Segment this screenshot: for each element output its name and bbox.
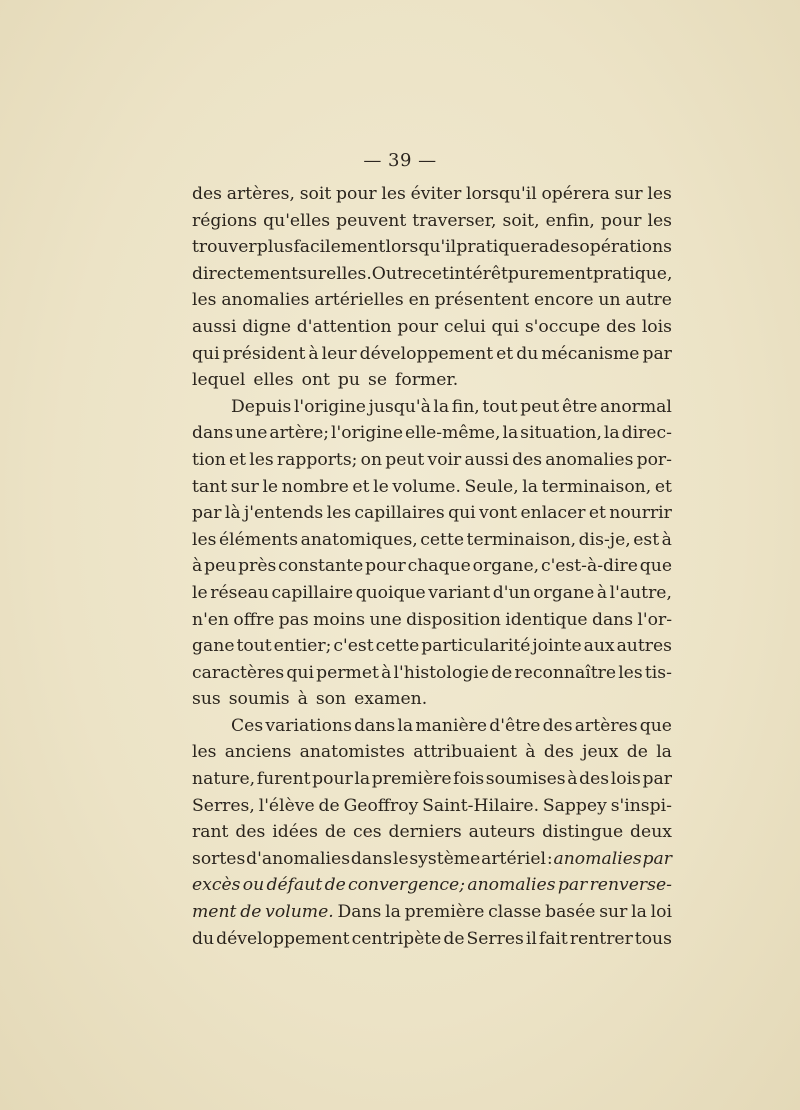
word: pratique, — [592, 263, 673, 284]
word: organe — [533, 582, 595, 603]
word: nourrir — [609, 503, 672, 524]
text-line — [192, 819, 672, 846]
word: fait — [538, 928, 568, 949]
word: là — [224, 503, 241, 524]
word: à — [297, 689, 308, 710]
word: pour — [365, 556, 406, 577]
word: par — [642, 769, 672, 790]
word: et — [228, 449, 247, 470]
word: les — [381, 184, 406, 204]
word: Saint-Hilaire. — [422, 795, 540, 816]
word: aussi — [192, 316, 237, 337]
word: pour — [397, 316, 439, 337]
word: anomalies — [467, 875, 556, 896]
word: Sappey — [542, 795, 607, 816]
word: autre — [625, 290, 672, 311]
word: la — [631, 902, 647, 923]
word: régions — [192, 210, 258, 231]
word: la — [522, 476, 539, 497]
word: artères, — [226, 184, 295, 204]
word: le — [373, 476, 389, 497]
word: sur — [298, 263, 327, 284]
word: deux — [630, 822, 672, 843]
word: première — [404, 902, 485, 923]
word: volume. — [392, 476, 461, 497]
word: former. — [395, 370, 459, 391]
word: direc- — [621, 423, 672, 444]
word: ont — [301, 370, 330, 391]
word: en — [408, 290, 430, 311]
word: à — [596, 582, 608, 603]
word: fois — [453, 769, 485, 790]
word: un — [598, 290, 621, 311]
word: loi — [650, 902, 672, 923]
text-line — [192, 500, 672, 527]
word: par — [557, 875, 588, 896]
text-line — [192, 181, 672, 208]
word: l'histologie — [393, 662, 489, 683]
word: que — [639, 715, 672, 736]
word: les — [192, 742, 217, 763]
word: ment — [192, 902, 237, 923]
word: anatomistes — [299, 742, 405, 763]
word: dis-je, — [578, 529, 631, 550]
word: centripète — [351, 928, 442, 949]
word: éléments — [219, 529, 299, 550]
word: la — [502, 423, 519, 444]
word: Serres — [466, 928, 524, 949]
word: peut — [520, 396, 560, 417]
word: une — [235, 423, 268, 444]
word: nombre — [281, 476, 349, 497]
word: manière — [415, 715, 488, 736]
text-line — [192, 474, 672, 501]
word: la — [433, 396, 450, 417]
word: permet — [316, 662, 379, 683]
word: nature, — [192, 769, 256, 790]
word: artérielles — [314, 290, 404, 311]
word: et — [352, 476, 370, 497]
word: cette — [420, 529, 465, 550]
text-line — [192, 261, 672, 288]
word: constante — [278, 556, 364, 577]
word: être — [561, 396, 598, 417]
word: l'or- — [637, 609, 672, 630]
word: défaut — [266, 875, 323, 896]
word: pas — [278, 609, 309, 630]
word: sur — [599, 902, 628, 923]
word: j'entends — [243, 503, 324, 524]
word: et — [588, 503, 606, 524]
text-line — [192, 420, 672, 447]
word: pour — [600, 210, 642, 231]
word: artères — [574, 715, 638, 736]
text-line — [192, 341, 672, 368]
text-line — [192, 633, 672, 660]
word: première — [371, 769, 452, 790]
word: examen. — [354, 689, 428, 710]
word: tout — [236, 636, 272, 657]
text-line — [192, 580, 672, 607]
text-line — [192, 793, 672, 820]
word: autres — [616, 636, 672, 657]
word: éviter — [410, 184, 462, 204]
word: anciens — [224, 742, 292, 763]
word: les — [618, 662, 643, 683]
word: encore — [533, 290, 594, 311]
word: fin, — [451, 396, 480, 417]
word: enlacer — [520, 503, 586, 524]
word: pour — [312, 769, 353, 790]
word: Ces — [231, 715, 264, 736]
word: por- — [636, 449, 672, 470]
text-line — [192, 926, 672, 953]
word: distingue — [542, 822, 624, 843]
word: la — [603, 423, 620, 444]
word: entier; — [273, 636, 332, 657]
text-line — [192, 367, 672, 394]
text-line — [192, 846, 672, 873]
text-line — [192, 899, 672, 926]
word: Geoffroy — [343, 795, 419, 816]
word: convergence; — [348, 875, 466, 896]
word: dans — [354, 715, 396, 736]
word: moins — [313, 609, 366, 630]
body-text — [192, 181, 672, 952]
word: vont — [479, 503, 518, 524]
word: Depuis — [231, 396, 292, 417]
text-line — [192, 872, 672, 899]
word: dans — [192, 423, 234, 444]
word: les — [192, 529, 217, 550]
word: qui — [448, 503, 476, 524]
word: du — [192, 928, 215, 949]
word: purement — [507, 263, 593, 284]
word: tout — [482, 396, 518, 417]
word: anomalies — [221, 290, 310, 311]
word: variations — [265, 715, 352, 736]
text-line — [192, 314, 672, 341]
word: qu'elles — [263, 210, 331, 231]
word: la — [397, 715, 414, 736]
word: qui — [491, 316, 520, 337]
text-line — [192, 660, 672, 687]
text-line — [192, 607, 672, 634]
text-line — [192, 553, 672, 580]
word: tous — [634, 928, 672, 949]
word: les — [192, 290, 217, 311]
word: situation, — [520, 423, 602, 444]
word: pour — [336, 184, 377, 204]
word: artère; — [269, 423, 330, 444]
word: capillaires — [354, 503, 445, 524]
word: lorsqu'il — [385, 237, 457, 258]
word: tion — [192, 449, 226, 470]
word: président — [222, 343, 306, 364]
word: anatomiques, — [300, 529, 418, 550]
word: furent — [256, 769, 311, 790]
word: développement — [216, 928, 350, 949]
word: son — [315, 689, 347, 710]
word: rant — [192, 822, 229, 843]
word: : — [546, 848, 553, 869]
word: sur — [614, 184, 643, 204]
word: de — [491, 662, 513, 683]
word: disposition — [406, 609, 501, 630]
word: trouver — [192, 237, 257, 258]
word: lois — [641, 316, 672, 337]
word: la — [354, 769, 371, 790]
word: développement — [359, 343, 494, 364]
word: le — [392, 848, 409, 869]
word: tant — [192, 476, 228, 497]
word: sur — [230, 476, 259, 497]
word: l'élève — [258, 795, 315, 816]
word: d'un — [492, 582, 531, 603]
word: qui — [286, 662, 314, 683]
word: à — [661, 529, 672, 550]
word: les — [647, 210, 672, 231]
text-line — [192, 686, 672, 713]
word: celui — [443, 316, 486, 337]
word: Outre — [371, 263, 423, 284]
word: c'est-à-dire — [540, 556, 638, 577]
word: de — [324, 822, 347, 843]
word: on — [360, 449, 383, 470]
text-line — [192, 234, 672, 261]
word: quoique — [355, 582, 426, 603]
word: terminaison, — [466, 529, 577, 550]
text-line — [192, 739, 672, 766]
word: volume. — [265, 902, 334, 923]
word: soumises — [485, 769, 566, 790]
word: capillaire — [271, 582, 353, 603]
word: des — [543, 742, 574, 763]
word: de — [240, 902, 262, 923]
word: elle-même, — [404, 423, 501, 444]
word: aussi — [464, 449, 509, 470]
word: par — [642, 343, 672, 364]
word: des — [549, 237, 580, 258]
word: soit, — [502, 210, 540, 231]
word: soit — [299, 184, 332, 204]
word: lorsqu'il — [466, 184, 537, 204]
word: pratiquera — [456, 237, 549, 258]
word: soumis — [228, 689, 290, 710]
word: anomalies — [553, 848, 642, 869]
word: de — [626, 742, 648, 763]
word: tis- — [644, 662, 672, 683]
word: organe, — [472, 556, 540, 577]
word: particularité — [421, 636, 531, 657]
word: des — [579, 769, 610, 790]
word: le — [262, 476, 279, 497]
text-line — [192, 208, 672, 235]
word: directement — [192, 263, 299, 284]
word: d'attention — [296, 316, 392, 337]
word: des — [542, 715, 573, 736]
word: digne — [242, 316, 291, 337]
word: elles — [253, 370, 294, 391]
word: présentent — [434, 290, 530, 311]
word: identique — [505, 609, 588, 630]
word: s'inspi- — [610, 795, 672, 816]
word: mécanisme — [541, 343, 640, 364]
word: rapports; — [276, 449, 358, 470]
word: anomalies — [545, 449, 634, 470]
word: qui — [192, 343, 220, 364]
word: facilement — [293, 237, 386, 258]
word: terminaison, — [541, 476, 652, 497]
word: des — [192, 184, 222, 204]
word: Seule, — [464, 476, 519, 497]
word: jusqu'à — [368, 396, 431, 417]
word: les — [647, 184, 672, 204]
word: que — [639, 556, 672, 577]
word: idées — [272, 822, 318, 843]
word: les — [326, 503, 352, 524]
word: Serres, — [192, 795, 255, 816]
word: de — [318, 795, 340, 816]
word: et — [496, 343, 514, 364]
word: voir — [427, 449, 462, 470]
word: gane — [192, 636, 235, 657]
paragraph — [192, 713, 672, 952]
word: à — [381, 662, 392, 683]
word: par — [642, 848, 672, 869]
word: est — [633, 529, 660, 550]
word: le — [192, 582, 208, 603]
word: à — [525, 742, 536, 763]
word: à — [192, 556, 203, 577]
word: d'anomalies — [246, 848, 351, 869]
word: anormal — [600, 396, 672, 417]
word: une — [369, 609, 402, 630]
word: ou — [242, 875, 265, 896]
word: système — [409, 848, 481, 869]
word: l'origine — [293, 396, 366, 417]
word: de — [443, 928, 465, 949]
text-line — [192, 287, 672, 314]
word: chaque — [407, 556, 471, 577]
word: renverse- — [589, 875, 672, 896]
word: peu — [204, 556, 237, 577]
word: aux — [583, 636, 615, 657]
word: derniers — [388, 822, 462, 843]
text-line — [192, 713, 672, 740]
word: cette — [375, 636, 420, 657]
word: Dans — [337, 902, 382, 923]
word: sortes — [192, 848, 246, 869]
word: c'est — [333, 636, 374, 657]
word: intérêt — [448, 263, 508, 284]
word: s'occupe — [524, 316, 601, 337]
text-line — [192, 766, 672, 793]
word: sus — [192, 689, 221, 710]
word: caractères — [192, 662, 285, 683]
word: elles. — [326, 263, 372, 284]
page-number: — 39 — — [363, 150, 437, 171]
word: l'origine — [331, 423, 404, 444]
word: jeux — [582, 742, 619, 763]
word: reconnaître — [514, 662, 617, 683]
word: des — [512, 449, 543, 470]
word: classe — [488, 902, 542, 923]
word: enfin, — [545, 210, 595, 231]
word: se — [368, 370, 387, 391]
word: ces — [353, 822, 382, 843]
word: traverser, — [412, 210, 497, 231]
word: jointe — [532, 636, 582, 657]
paragraph — [192, 394, 672, 713]
word: n'en — [192, 609, 230, 630]
word: lequel — [192, 370, 246, 391]
word: cet — [422, 263, 449, 284]
word: la — [385, 902, 401, 923]
word: des — [606, 316, 637, 337]
word: pu — [337, 370, 360, 391]
word: à — [567, 769, 578, 790]
word: opérations — [579, 237, 672, 258]
word: plus — [256, 237, 294, 258]
word: l'autre, — [609, 582, 672, 603]
word: par — [192, 503, 222, 524]
word: artériel — [481, 848, 547, 869]
word: dans — [350, 848, 393, 869]
word: rentrer — [569, 928, 633, 949]
word: des — [235, 822, 266, 843]
word: opérera — [541, 184, 610, 204]
word: d'être — [489, 715, 541, 736]
word: excès — [192, 875, 241, 896]
word: près — [238, 556, 277, 577]
word: leur — [321, 343, 357, 364]
word: à — [308, 343, 319, 364]
word: il — [525, 928, 537, 949]
text-line — [192, 527, 672, 554]
word: du — [516, 343, 539, 364]
text-line — [192, 447, 672, 474]
word: peut — [385, 449, 425, 470]
word: variant — [428, 582, 491, 603]
word: auteurs — [468, 822, 536, 843]
paragraph — [192, 181, 672, 394]
word: attribuaient — [413, 742, 517, 763]
word: de — [324, 875, 346, 896]
word: réseau — [210, 582, 269, 603]
word: peuvent — [336, 210, 407, 231]
word: basée — [545, 902, 596, 923]
word: lois — [610, 769, 641, 790]
text-line — [192, 394, 672, 421]
word: offre — [233, 609, 275, 630]
word: la — [656, 742, 672, 763]
word: et — [654, 476, 672, 497]
word: les — [249, 449, 274, 470]
word: dans — [591, 609, 634, 630]
